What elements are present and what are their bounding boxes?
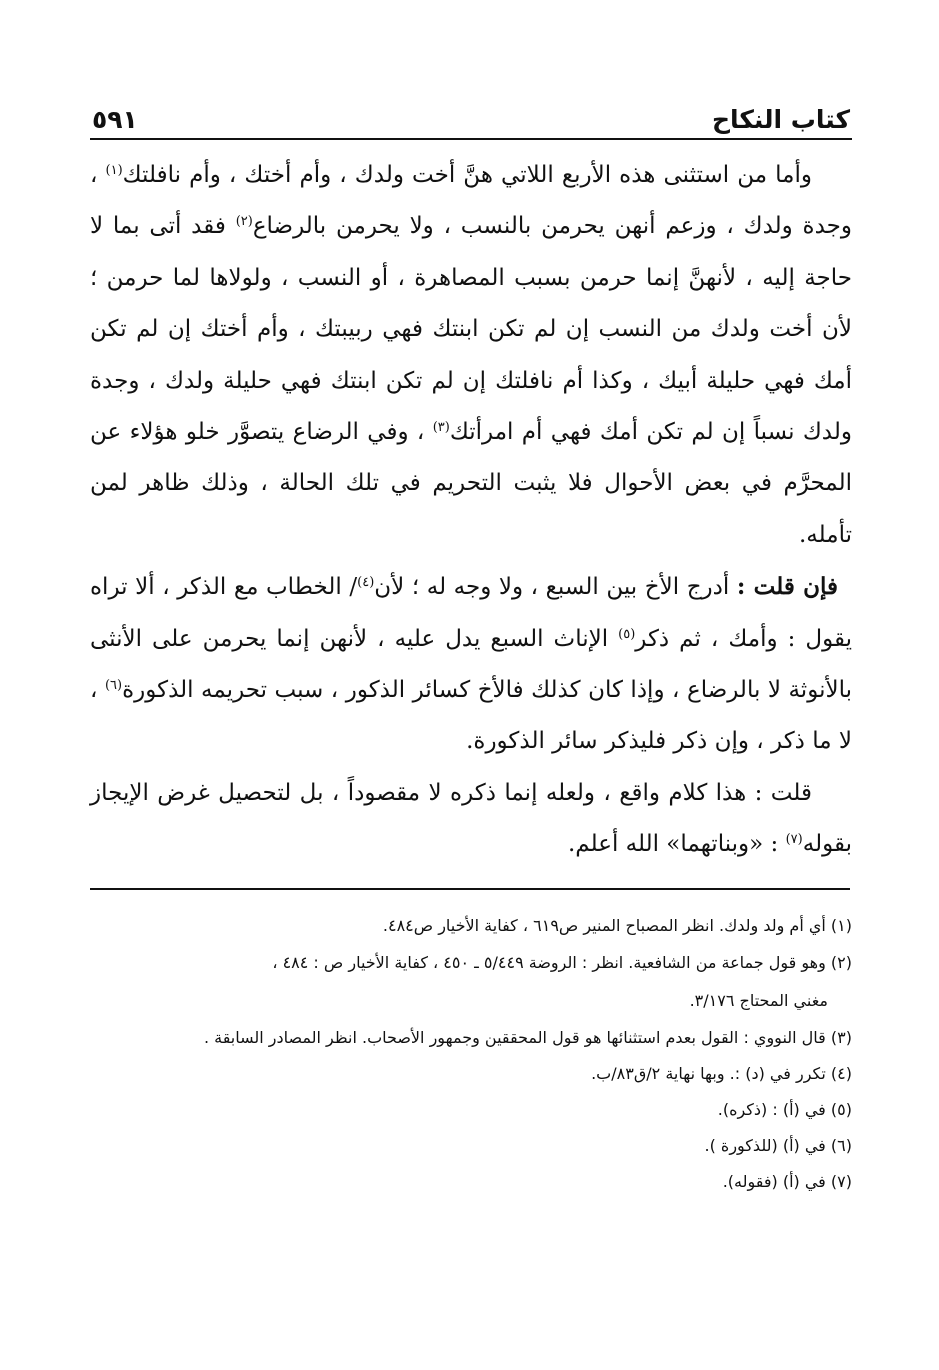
footnote-3: (٣) قال النووي : القول بعدم استثنائها هو قول المحققين وجمهور الأصحاب. انظر المصادر السابقة . (203, 1028, 852, 1047)
footnote-ref-5: (٥) (618, 626, 636, 642)
page-number: ٥٩١ (92, 105, 138, 134)
footnote-ref-6: (٦) (104, 678, 123, 694)
paragraph-1-text-3: فقد أتى بما لا حاجة إليه ، لأنهنَّ إنما حرمن بسبب المصاهرة ، أو النسب ، ولولاها لما حرمن ؛ لأن أخت ولدك من النسب إن لم تكن ابنتك فهي ربيبتك ، وأم أختك إن لم تكن أمك فهي حليلة أبيك ، وكذا أم نافلتك إن لم تكن ابنتك فهي حليلة ولدك ، وجدة ولدك نسباً إن لم تكن أمك فهي أم امرأتك (90, 213, 852, 446)
paragraph-2-lead: فإن قلت : (736, 573, 838, 601)
footnotes (90, 908, 852, 1200)
paragraph-2 (90, 561, 852, 768)
footnote-ref-3: (٣) (432, 420, 450, 436)
main-text (90, 150, 852, 871)
footnote-1: (١) أي أم ولد ولدك. انظر المصباح المنير ص٦١٩ ، كفاية الأخيار ص٤٨٤. (382, 916, 852, 935)
footnote-2-line-2: مغني المحتاج ٣/١٧٦. (689, 991, 828, 1010)
footnote-ref-2: (٢) (235, 214, 253, 230)
footnote-2 (90, 944, 852, 1020)
paragraph-3-text-2: : «وبناتهما» الله أعلم. (568, 831, 786, 858)
footnote-ref-1: (١) (105, 163, 123, 178)
paragraph-1-text-4: ، وفي الرضاع يتصوَّر خلو هؤلاء عن المحرَّم في بعض الأحوال فلا يثبت التحريم في تلك الحالة ، وذلك ظاهر لمن تأمله. (90, 419, 852, 548)
paragraph-2-text-4: ، لا ما ذكر ، وإن ذكر فليذكر سائر الذكورة. (90, 677, 852, 755)
footnote-6: (٦) في (أ) (للذكورة ). (704, 1136, 852, 1155)
paragraph-3 (90, 768, 852, 871)
footnote-ref-7: (٧) (785, 832, 803, 848)
paragraph-1-text-1: وأما من استثنى هذه الأربع اللاتي هنَّ أخت ولدك ، وأم أختك ، وأم نافلتك (122, 162, 812, 188)
footnote-4: (٤) تكرر في (د) :. وبها نهاية ٢/ق٨٣/ب. (591, 1064, 852, 1083)
footnote-7: (٧) في (أ) (فقوله). (722, 1172, 852, 1191)
footnote-separator (90, 888, 850, 890)
paragraph-1 (90, 150, 852, 561)
running-head: كتاب النكاح (711, 105, 850, 134)
footnote-ref-4: (٤) (357, 575, 375, 591)
page-header (92, 88, 850, 132)
paragraph-2-text-1: أدرج الأخ بين السبع ، ولا وجه له ؛ لأن (374, 574, 737, 601)
footnote-2-line-1: (٢) وهو قول جماعة من الشافعية. انظر : الروضة ٥/٤٤٩ ـ ٤٥٠ ، كفاية الأخيار ص : ٤٨٤ ، (272, 953, 852, 972)
paragraph-2-text-2: / الخطاب مع الذكر ، ألا تراه يقول : وأمك ، ثم ذكر (90, 574, 852, 652)
paragraph-3-text-1: قلت : هذا كلام واقع ، ولعله إنما ذكره لا مقصوداً ، بل لتحصيل غرض الإيجاز بقوله (90, 779, 852, 858)
paragraph-1-text-2: ، وجدة ولدك ، وزعم أنهن يحرمن بالنسب ، ولا يحرمن بالرضاع (90, 162, 852, 240)
footnote-5: (٥) في (أ) : (ذكره). (717, 1100, 852, 1119)
paragraph-2-text-3: الإناث السبع يدل عليه ، لأنهن إنما يحرمن على الأنثى بالأنوثة لا بالرضاع ، وإذا كان كذلك فالأخ كسائر الذكور ، سبب تحريمه الذكورة (90, 625, 853, 704)
header-rule (90, 138, 852, 140)
